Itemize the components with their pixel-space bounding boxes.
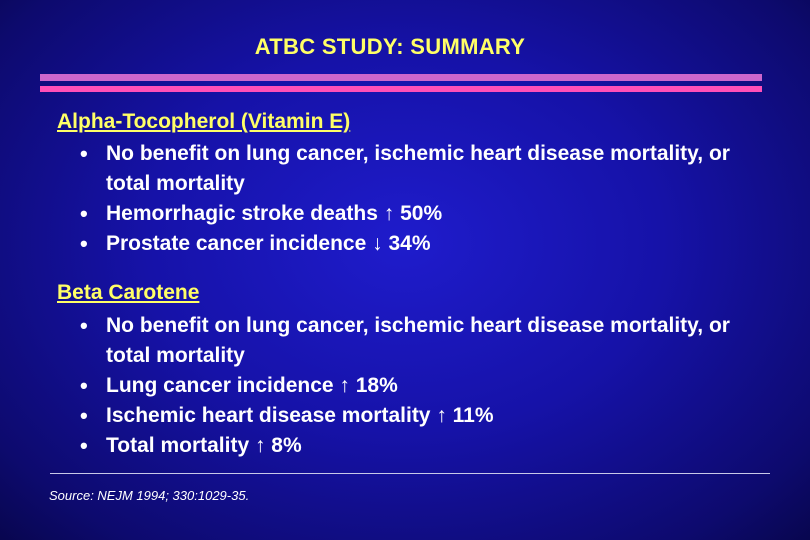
title-rule-bottom [40, 86, 762, 92]
section-heading-beta-carotene: Beta Carotene [57, 281, 200, 304]
bullet-dot-icon: • [80, 231, 88, 256]
bullet-dot-icon: • [80, 313, 88, 338]
list-item: • Hemorrhagic stroke deaths ↑ 50% [78, 199, 746, 229]
list-item: • Total mortality ↑ 8% [78, 431, 746, 461]
bullet-dot-icon: • [80, 141, 88, 166]
section-heading-vitamin-e: Alpha-Tocopherol (Vitamin E) [57, 110, 351, 133]
bullet-dot-icon: • [80, 433, 88, 458]
slide-title: ATBC STUDY: SUMMARY [254, 34, 526, 59]
list-item: • Prostate cancer incidence ↓ 34% [78, 229, 746, 259]
bullet-list-vitamin-e [78, 139, 746, 259]
bullet-dot-icon: • [80, 201, 88, 226]
list-item: • Lung cancer incidence ↑ 18% [78, 371, 746, 401]
footer-divider [50, 473, 770, 474]
list-item: • Ischemic heart disease mortality ↑ 11% [78, 401, 746, 431]
title-rule-top [40, 74, 762, 81]
bullet-list-beta-carotene [78, 311, 746, 461]
list-item: • No benefit on lung cancer, ischemic heart disease mortality, or total mortality [80, 141, 730, 195]
list-item: • No benefit on lung cancer, ischemic heart disease mortality, or total mortality [80, 313, 730, 367]
bullet-dot-icon: • [80, 403, 88, 428]
bullet-dot-icon: • [80, 373, 88, 398]
source-citation: Source: NEJM 1994; 330:1029-35. [49, 488, 250, 503]
